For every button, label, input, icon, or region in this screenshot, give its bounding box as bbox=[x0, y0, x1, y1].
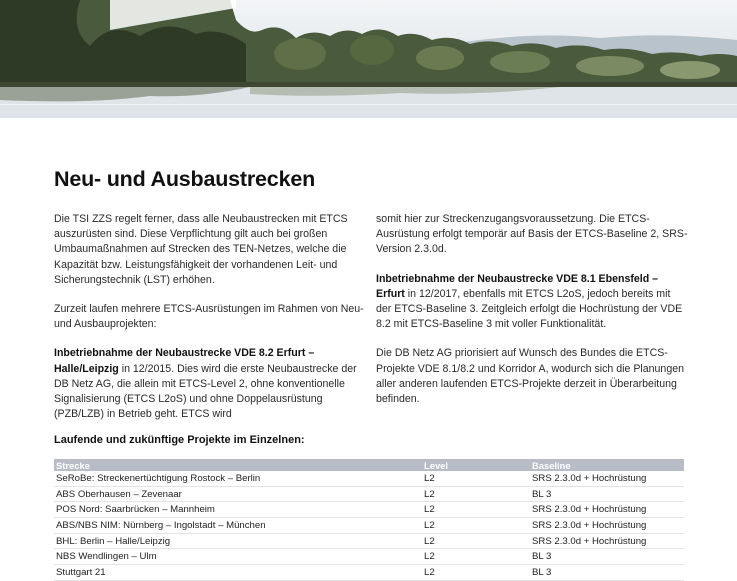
table-row bbox=[54, 549, 684, 565]
cell-level: L2 bbox=[422, 565, 530, 581]
table-title: Laufende und zukünftige Projekte im Einzelnen: bbox=[54, 434, 305, 446]
vde-8-2-text: in 12/2015. Dies wird die erste Neubaustrecke der DB Netz AG, die allein mit ETCS-Level 2, ohne konventionelle Signalisierung (ETCS L2oS) und ohne Doppelausrüstung (PZB/LZB) in Betrieb geht. ETCS wird bbox=[54, 362, 357, 421]
paragraph-vde-8-2 bbox=[54, 346, 364, 422]
cell-baseline: SRS 2.3.0d + Hochrüstung bbox=[530, 471, 684, 486]
cell-strecke: ABS Oberhausen – Zevenaar bbox=[54, 486, 422, 502]
table-header-row bbox=[54, 459, 684, 471]
page-heading: Neu- und Ausbaustrecken bbox=[54, 167, 316, 191]
cell-strecke: ABS/NBS NIM: Nürnberg – Ingolstadt – München bbox=[54, 518, 422, 534]
projects-table bbox=[54, 459, 684, 581]
cell-baseline: SRS 2.3.0d + Hochrüstung bbox=[530, 518, 684, 534]
paragraph-tsi-zzs: Die TSI ZZS regelt ferner, dass alle Neubaustrecken mit ETCS auszurüsten sind. Diese Verpflichtung gilt auch bei großen Umbaumaßnahmen auf Strecken des TEN-Netzes, welche die Kapazität bzw. Leistungsfähigkeit der vorhandenen Leit- und Sicherungstechnik (LST) erhöhen. bbox=[54, 213, 348, 286]
table-row bbox=[54, 502, 684, 518]
cell-strecke: SeRoBe: Streckenertüchtigung Rostock – Berlin bbox=[54, 471, 422, 486]
cell-baseline: SRS 2.3.0d + Hochrüstung bbox=[530, 533, 684, 549]
cell-baseline: SRS 2.3.0d + Hochrüstung bbox=[530, 502, 684, 518]
column-header-strecke: Strecke bbox=[54, 459, 422, 471]
table-row bbox=[54, 486, 684, 502]
cell-baseline: BL 3 bbox=[530, 486, 684, 502]
cell-strecke: POS Nord: Saarbrücken – Mannheim bbox=[54, 502, 422, 518]
cell-level: L2 bbox=[422, 533, 530, 549]
vde-8-1-bold-title: Inbetriebnahme der Neubaustrecke VDE 8.1 Ebensfeld – Erfurt bbox=[376, 272, 659, 300]
table-row bbox=[54, 565, 684, 581]
cell-baseline: BL 3 bbox=[530, 565, 684, 581]
cell-level: L2 bbox=[422, 471, 530, 486]
cell-strecke: NBS Wendlingen – Ulm bbox=[54, 549, 422, 565]
paragraph-current-projects: Zurzeit laufen mehrere ETCS-Ausrüstungen im Rahmen von Neu- und Ausbauprojekten: bbox=[54, 303, 364, 331]
table-row bbox=[54, 518, 684, 534]
landscape-illustration bbox=[0, 0, 737, 118]
cell-strecke: Stuttgart 21 bbox=[54, 565, 422, 581]
paragraph-db-netz-priority: Die DB Netz AG priorisiert auf Wunsch des Bundes die ETCS-Projekte VDE 8.1/8.2 und Korridor A, wodurch sich die Planungen aller anderen laufenden ETCS-Projekte derzeit in Überarbeitung befinden. bbox=[376, 347, 684, 406]
vde-8-1-text: in 12/2017, ebenfalls mit ETCS L2oS, jedoch bereits mit der ETCS-Baseline 3. Zeitgleich erfolgt die Hochrüstung der VDE 8.2 mit ETCS-Baseline 3 mit voller Funktionalität. bbox=[376, 287, 683, 331]
banner-photo bbox=[0, 0, 737, 118]
cell-baseline: BL 3 bbox=[530, 549, 684, 565]
table-row bbox=[54, 471, 684, 486]
cell-level: L2 bbox=[422, 502, 530, 518]
column-header-level: Level bbox=[422, 459, 530, 471]
table-row bbox=[54, 533, 684, 549]
cell-strecke: BHL: Berlin – Halle/Leipzig bbox=[54, 533, 422, 549]
paragraph-vde-8-1 bbox=[376, 272, 688, 333]
left-text-column bbox=[54, 212, 364, 436]
column-header-baseline: Baseline bbox=[530, 459, 684, 471]
right-text-column bbox=[376, 212, 688, 421]
cell-level: L2 bbox=[422, 518, 530, 534]
vde-8-2-bold-title: Inbetriebnahme der Neubaustrecke VDE 8.2 Erfurt – Halle/Leipzig bbox=[54, 347, 315, 375]
paragraph-continuation: somit hier zur Streckenzugangsvoraussetzung. Die ETCS-Ausrüstung erfolgt temporär auf Basis der ETCS-Baseline 2, SRS-Version 2.3.0d. bbox=[376, 213, 688, 256]
cell-level: L2 bbox=[422, 486, 530, 502]
cell-level: L2 bbox=[422, 549, 530, 565]
